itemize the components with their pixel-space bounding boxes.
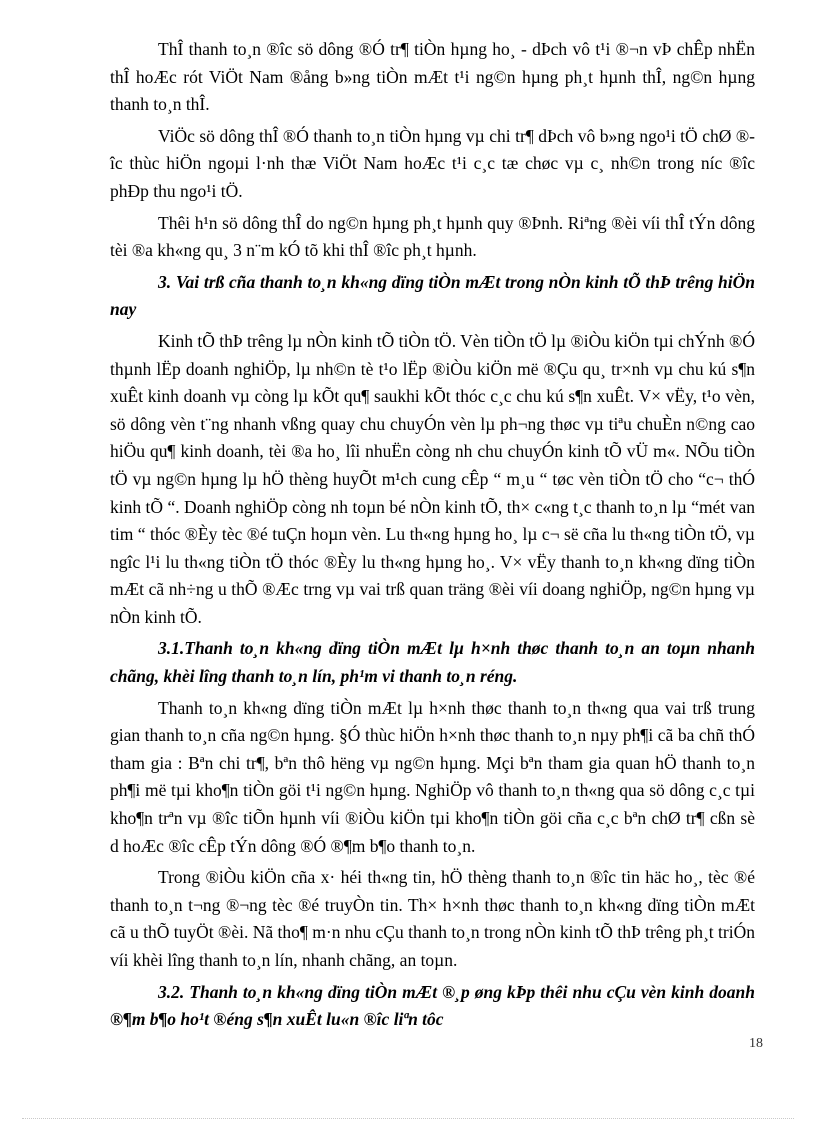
paragraph-information-society: Trong ®iÒu kiÖn cña x· héi th«ng tin, hÖ thèng thanh to¸n ®îc tin häc ho¸, tèc ®é thanh to¸n t¬ng ®¬ng tèc ®é truyÒn tin. Th× h×nh thøc thanh to¸n kh«ng dïng tiÒn mÆt cã u thÕ tuyÖt ®èi. Nã tho¶ m·n nhu cÇu thanh to¸n trong nÒn kinh tÕ thÞ trêng ph¸t triÓn víi khèi lîng thanh to¸n lín, nhanh chãng, an toµn. — [110, 867, 755, 970]
paragraph-market-economy: Kinh tÕ thÞ trêng lµ nÒn kinh tÕ tiÒn tÖ. Vèn tiÒn tÖ lµ ®iÒu kiÖn tµi chÝnh ®Ó thµnh lËp doanh nghiÖp, lµ nh©n tè t¹o lËp ®iÒu kiÖn më ®Çu qu¸ tr×nh vµ chu kú s¶n xuÊt kinh doanh vµ còng lµ kÕt qu¶ saukhi kÕt thóc c¸c chu kú s¶n xuÊt. V× vËy, t¹o vèn, sö dông vèn t¨ng nhanh vßng quay chu chuyÓn vèn lµ ph¬ng thøc vµ tiªu chuÈn n©ng cao hiÖu qu¶ kinh doanh, tèi ®a ho¸ lîi nhuËn còng nh chu chuyÓn kinh tÕ vÜ m«. NÕu tiÒn tÖ vµ ng©n hµng lµ hÖ thèng huyÕt m¹ch cung cÊp “ m¸u “ tøc vèn tiÒn tÖ cho “c¬ thÓ kinh tÕ “. Doanh nghiÖp còng nh toµn bé nÒn kinh tÕ, th× c«ng t¸c thanh to¸n lµ “mét van tim “ thóc ®Èy tèc ®é tuÇn hoµn vèn. Lu th«ng hµng ho¸ lµ c¬ së cña lu th«ng tiÒn tÖ, vµ ngîc l¹i lu th«ng tiÒn tÖ thóc ®Èy lu th«ng hµng ho¸. V× vËy thanh to¸n kh«ng dïng tiÒn mÆt cã nh÷ng u thÕ ®Æc trng vµ vai trß quan träng ®èi víi doang nghiÖp, ng©n hµng vµ nÒn kinh tÕ. — [110, 330, 755, 627]
section-heading-3-2: 3.2. Thanh to¸n kh«ng dïng tiÒn mÆt ®¸p øng kÞp thêi nhu cÇu vèn kinh doanh ®¶m b¶o ho¹t ®éng s¶n xuÊt lu«n ®îc liªn tôc — [110, 981, 755, 1030]
section-heading-3: 3. Vai trß cña thanh to¸n kh«ng dïng tiÒn mÆt trong nÒn kinh tÕ thÞ trêng hiÖn nay — [110, 271, 755, 320]
paragraph-card-validity: Thêi h¹n sö dông thÎ do ng©n hµng ph¸t hµnh quy ®Þnh. Riªng ®èi víi thÎ tÝn dông tèi ®a kh«ng qu¸ 3 n¨m kÓ tõ khi thÎ ®îc ph¸t hµnh. — [110, 212, 755, 261]
section-heading-3-1: 3.1.Thanh to¸n kh«ng dïng tiÒn mÆt lµ h×nh thøc thanh to¸n an toµn nhanh chãng, khèi lîng thanh to¸n lín, ph¹m vi thanh to¸n réng. — [110, 638, 755, 687]
paragraph-foreign-currency: ViÖc sö dông thÎ ®Ó thanh to¸n tiÒn hµng vµ chi tr¶ dÞch vô b»ng ngo¹i tÖ chØ ®îc thùc hiÖn ngoµi l·nh thæ ViÖt Nam hoÆc t¹i c¸c tæ chøc vµ c¸ nh©n trong níc ®îc phÐp thu ngo¹i tÖ. — [110, 125, 755, 201]
page-bottom-border — [22, 1118, 794, 1119]
page-number: 18 — [749, 1036, 763, 1051]
paragraph-payment-intermediary: Thanh to¸n kh«ng dïng tiÒn mÆt lµ h×nh thøc thanh to¸n th«ng qua vai trß trung gian thanh to¸n cña ng©n hµng. §Ó thùc hiÖn h×nh thøc thanh to¸n nµy ph¶i cã ba chñ thÓ tham gia : Bªn chi tr¶, bªn thô hëng vµ ng©n hµng. Mçi bªn tham gia quan hÖ thanh to¸n ph¶i më tµi kho¶n tiÒn göi t¹i ng©n hµng. NghiÖp vô thanh to¸n th«ng qua sö dông c¸c tµi kho¶n trªn vµ ®îc tiÕn hµnh víi ®iÒu kiÖn tµi kho¶n tiÒn göi cña c¸c bªn chØ tr¶ cßn sè d hoÆc ®îc cÊp tÝn dông ®Ó ®¶m b¶o thanh to¸n. — [110, 697, 755, 856]
paragraph-card-usage: ThÎ thanh to¸n ®îc sö dông ®Ó tr¶ tiÒn hµng ho¸ - dÞch vô t¹i ®¬n vÞ chÊp nhËn thÎ hoÆc rót ViÖt Nam ®ång b»ng tiÒn mÆt t¹i ng©n hµng ph¸t hµnh thÎ, ng©n hµng thanh to¸n thÎ. — [110, 39, 755, 115]
document-page — [110, 36, 755, 1038]
